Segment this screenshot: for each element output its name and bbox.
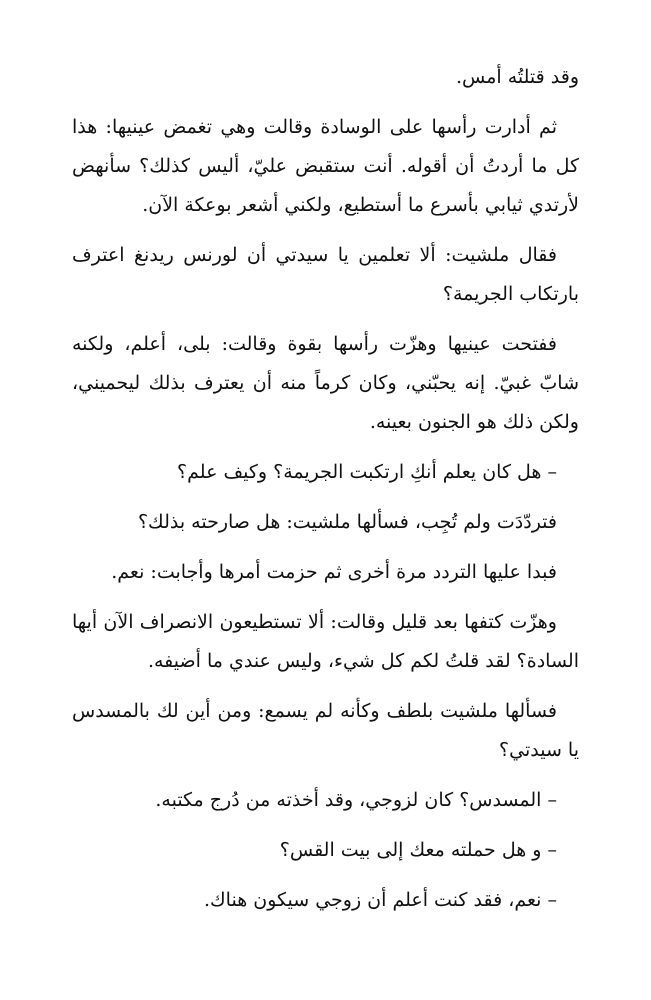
paragraph: فبدا عليها التردد مرة أخرى ثم حزمت أمرها وأجابت: نعم.: [111, 561, 557, 583]
paragraph: فسألها ملشيت بلطف وكأنه لم يسمع: ومن أين لك بالمسدس يا سيدتي؟: [72, 700, 579, 761]
paragraph: وقد قتلتُه أمس.: [455, 66, 579, 88]
paragraph: ثم أدارت رأسها على الوسادة وقالت وهي تغمض عينيها: هذا كل ما أردتُ أن أقوله. أنت ستقبض عليّ، أليس كذلك؟ سأنهض لأرتدي ثيابي بأسرع ما أستطيع، ولكني أشعر بوعكة الآن.: [72, 116, 579, 216]
dialogue-line: – هل كان يعلم أنكِ ارتكبت الجريمة؟ وكيف علم؟: [177, 461, 557, 483]
paragraph: وهزّت كتفها بعد قليل وقالت: ألا تستطيعون الانصراف الآن أيها السادة؟ لقد قلتُ لكم كل شيء، وليس عندي ما أضيفه.: [72, 611, 579, 672]
dialogue-line: – نعم، فقد كنت أعلم أن زوجي سيكون هناك.: [203, 889, 557, 911]
paragraph: ففتحت عينيها وهزّت رأسها بقوة وقالت: بلى، أعلم، ولكنه شابّ غبيّ. إنه يحبّني، وكان كرماً منه أن يعترف بذلك ليحميني، ولكن ذلك هو الجنون بعينه.: [72, 333, 579, 433]
dialogue-line: – المسدس؟ كان لزوجي، وقد أخذته من دُرج مكتبه.: [155, 789, 557, 811]
paragraph: فتردّدَت ولم تُجِب، فسألها ملشيت: هل صارحته بذلك؟: [137, 511, 557, 533]
paragraph: فقال ملشيت: ألا تعلمين يا سيدتي أن لورنس ريدنغ اعترف بارتكاب الجريمة؟: [72, 244, 579, 305]
dialogue-line: – و هل حملته معك إلى بيت القس؟: [279, 839, 557, 861]
